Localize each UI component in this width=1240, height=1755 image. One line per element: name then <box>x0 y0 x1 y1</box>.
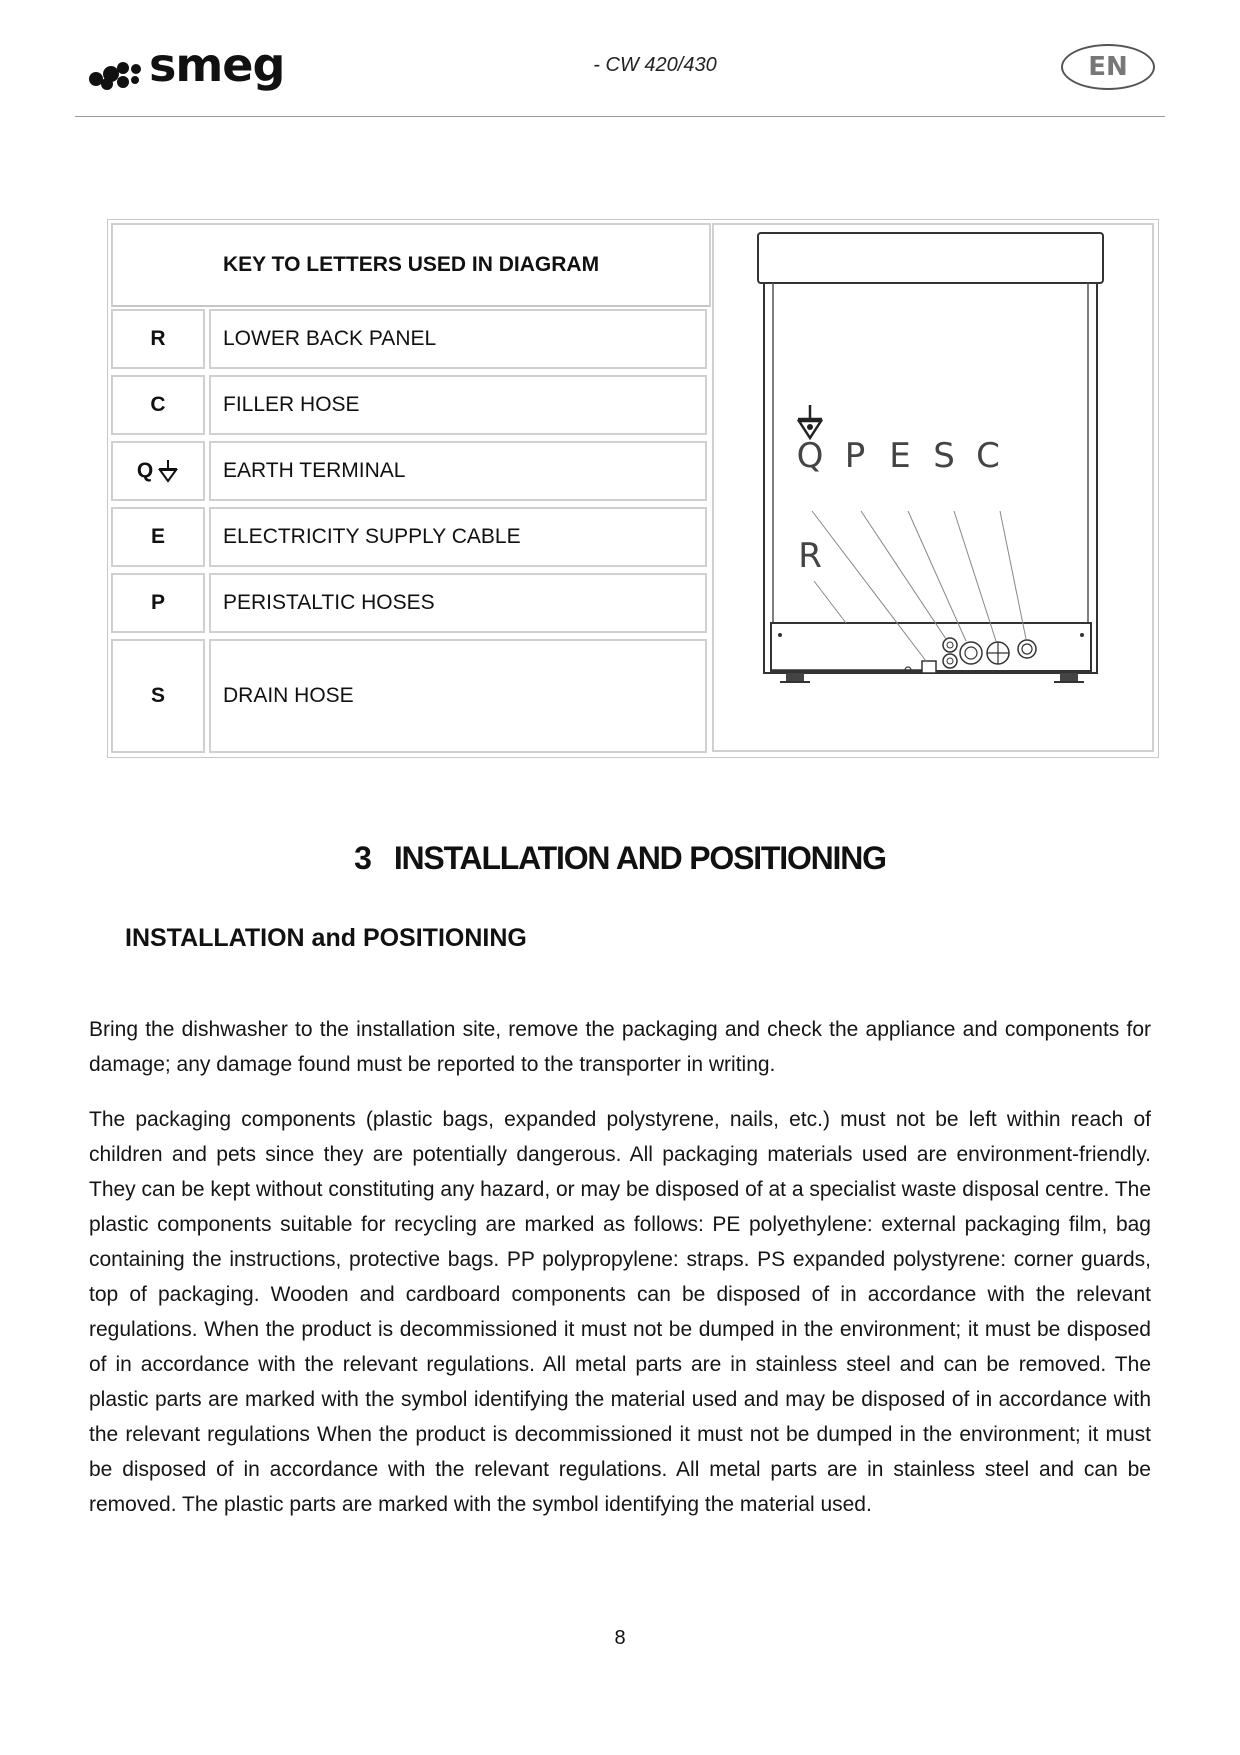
right-foot <box>1060 673 1078 681</box>
key-letter-text: Q <box>136 459 154 482</box>
key-letter: P <box>111 573 205 633</box>
paragraph: Bring the dishwasher to the installation site, remove the packaging and check the appliance and components for damage; any damage found must be reported to the transporter in writing. <box>89 1018 1151 1076</box>
language-badge: EN <box>1061 44 1155 90</box>
diagram-svg <box>714 225 1152 750</box>
key-table-title <box>111 223 711 307</box>
diagram-label-c: C <box>976 436 1000 476</box>
key-description: EARTH TERMINAL <box>209 441 707 501</box>
key-row <box>111 507 707 567</box>
brand-name: smeg <box>149 38 285 92</box>
key-letter-earth <box>111 441 205 501</box>
diagram-label-s: S <box>933 436 955 476</box>
key-row <box>111 441 707 501</box>
key-letter: C <box>111 375 205 435</box>
key-description: FILLER HOSE <box>209 375 707 435</box>
earth-symbol-icon <box>157 459 179 483</box>
body-panel <box>764 283 1097 673</box>
diagram-label-e: E <box>889 436 911 476</box>
peristaltic-hose-connector <box>943 638 957 652</box>
diagram-label-q: Q <box>796 436 824 476</box>
diagram-label-p: P <box>844 436 866 476</box>
left-foot <box>786 673 804 681</box>
section-subheading: INSTALLATION and POSITIONING <box>125 924 527 952</box>
key-row <box>111 309 707 369</box>
dishwasher-back-diagram <box>712 223 1154 752</box>
page-header <box>75 40 1165 117</box>
filler-hose-inlet <box>1018 640 1036 658</box>
key-row <box>111 573 707 633</box>
section-heading: 3 INSTALLATION AND POSITIONING <box>354 840 886 876</box>
key-row <box>111 639 707 753</box>
key-description: DRAIN HOSE <box>209 639 707 753</box>
smeg-logo <box>89 38 285 94</box>
key-row <box>111 375 707 435</box>
paragraph: The packaging components (plastic bags, expanded polystyrene, nails, etc.) must not be left within reach of children and pets since they are potentially dangerous. All packaging materials used are environment-friendly. They can be kept without constituting any hazard, or may be disposed of at a specialist waste disposal centre. The plastic components suitable for recycling are marked as follows: PE polyethylene: external packaging film, bag containing the instructions, protective bags. PP polypropylene: straps. PS expanded polystyrene: corner guards, top of packaging. Wooden and cardboard components can be disposed of in accordance with the relevant regulations. When the product is decommissioned it must not be dumped in the environment; it must be disposed of in accordance with the relevant regulations. All metal parts are in stainless steel and can be removed. The plastic parts are marked with the symbol identifying the material used and may be disposed of in accordance with the relevant regulations When the product is decommissioned it must not be dumped in the environment; it must be disposed of in accordance with the relevant regulations. All metal parts are in stainless steel and can be removed. The plastic parts are marked with the symbol identifying the material used. <box>89 1108 1151 1516</box>
key-description: LOWER BACK PANEL <box>209 309 707 369</box>
model-number: - CW 420/430 <box>593 54 717 76</box>
key-and-diagram <box>107 219 1159 758</box>
key-letter: R <box>111 309 205 369</box>
key-table-title-text: KEY TO LETTERS USED IN DIAGRAM <box>223 253 600 276</box>
earth-terminal-block <box>922 661 936 673</box>
supply-cable-gland <box>960 642 982 664</box>
peristaltic-hose-connector-2 <box>943 654 957 668</box>
page-number: 8 <box>614 1627 626 1649</box>
key-letter: S <box>111 639 205 753</box>
diagram-label-r: R <box>798 536 822 576</box>
top-panel <box>758 233 1103 283</box>
key-description: ELECTRICITY SUPPLY CABLE <box>209 507 707 567</box>
key-description: PERISTALTIC HOSES <box>209 573 707 633</box>
key-letter: E <box>111 507 205 567</box>
